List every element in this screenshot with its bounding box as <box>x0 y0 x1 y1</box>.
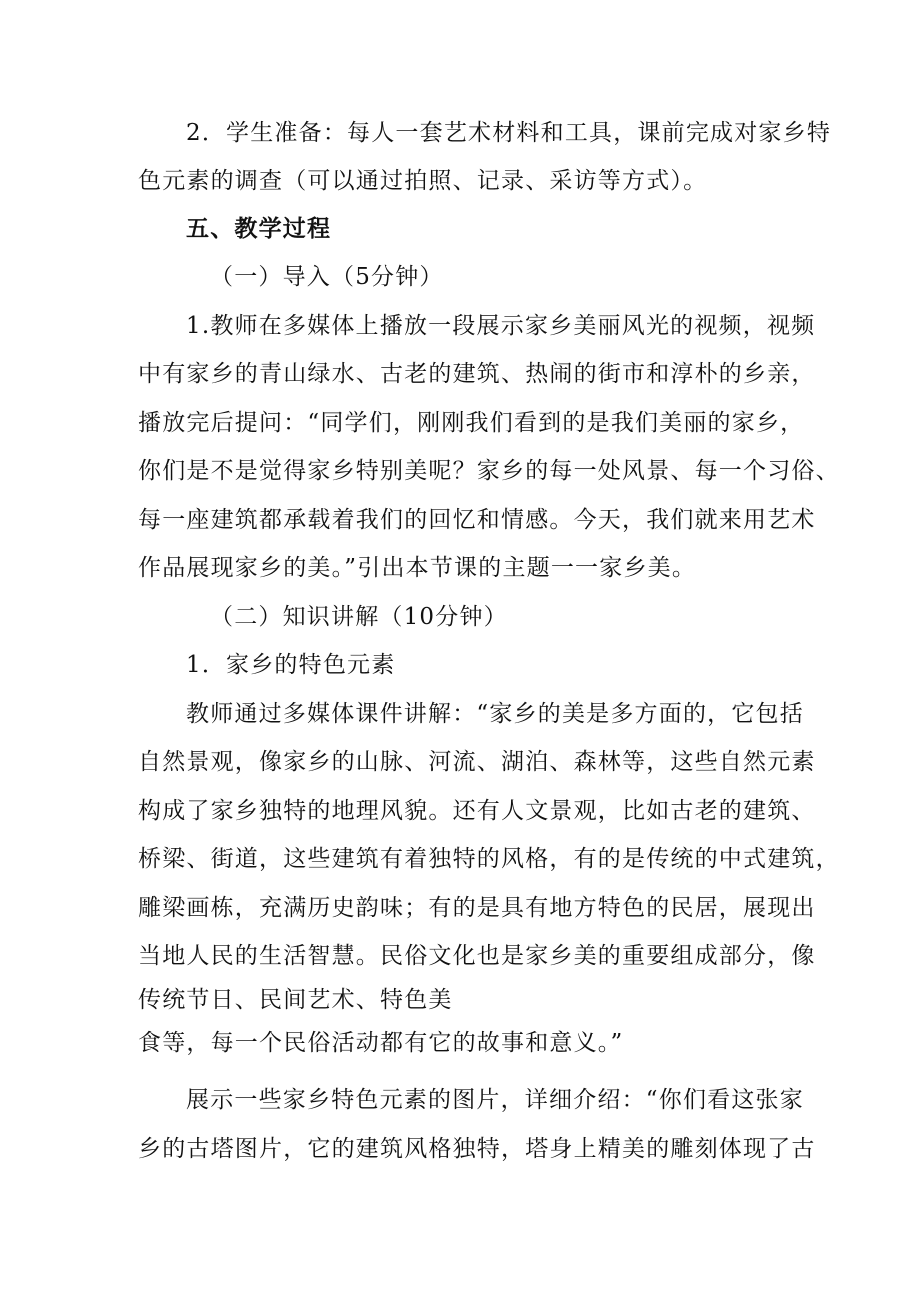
paragraph-explain-line-7: 传统节日、民间艺术、特色美 <box>138 987 453 1013</box>
paragraph-explain-line-6: 当地人民的生活智慧。民俗文化也是家乡美的重要组成部分，像 <box>138 943 816 969</box>
paragraph-video-line-6: 作品展现家乡的美。”引出本节课的主题一一家乡美。 <box>138 555 697 581</box>
subsection-heading-knowledge: （二）知识讲解（10分钟） <box>210 604 508 630</box>
paragraph-student-prep-line-2: 色元素的调查（可以通过拍照、记录、采访等方式）。 <box>138 168 708 194</box>
paragraph-video-line-5: 每一座建筑都承载着我们的回忆和情感。今天，我们就来用艺术 <box>138 507 816 533</box>
paragraph-video-line-2: 中有家乡的青山绿水、古老的建筑、热闹的街市和淳朴的乡亲， <box>138 361 816 387</box>
paragraph-explain-line-5: 雕梁画栋，充满历史韵味；有的是具有地方特色的民居，展现出 <box>138 895 816 921</box>
paragraph-show-line-2: 乡的古塔图片，它的建筑风格独特，塔身上精美的雕刻体现了古 <box>138 1136 816 1162</box>
subsection-heading-intro: （一）导入（5分钟） <box>210 264 444 290</box>
paragraph-video-line-1: 1.教师在多媒体上播放一段展示家乡美丽风光的视频，视频 <box>186 313 816 339</box>
paragraph-show-line-1: 展示一些家乡特色元素的图片，详细介绍：“你们看这张家 <box>186 1087 804 1113</box>
paragraph-explain-line-1: 教师通过多媒体课件讲解：“家乡的美是多方面的，它包括 <box>186 701 804 727</box>
paragraph-explain-line-3: 构成了家乡独特的地理风貌。还有人文景观，比如古老的建筑、 <box>138 798 816 824</box>
paragraph-explain-line-4: 桥梁、街道，这些建筑有着独特的风格，有的是传统的中式建筑， <box>138 846 840 872</box>
paragraph-explain-line-8: 食等，每一个民俗活动都有它的故事和意义。” <box>138 1030 624 1056</box>
paragraph-student-prep-line-1: 2．学生准备：每人一套艺术材料和工具，课前完成对家乡特 <box>186 120 832 146</box>
paragraph-video-line-3: 播放完后提问：“同学们，刚刚我们看到的是我们美丽的家乡， <box>138 410 805 436</box>
paragraph-explain-line-2: 自然景观，像家乡的山脉、河流、湖泊、森林等，这些自然元素 <box>138 749 816 775</box>
item-heading-features: 1．家乡的特色元素 <box>186 652 396 678</box>
section-heading: 五、教学过程 <box>186 215 332 242</box>
paragraph-video-line-4: 你们是不是觉得家乡特别美呢？家乡的每一处风景、每一个习俗、 <box>138 458 840 484</box>
